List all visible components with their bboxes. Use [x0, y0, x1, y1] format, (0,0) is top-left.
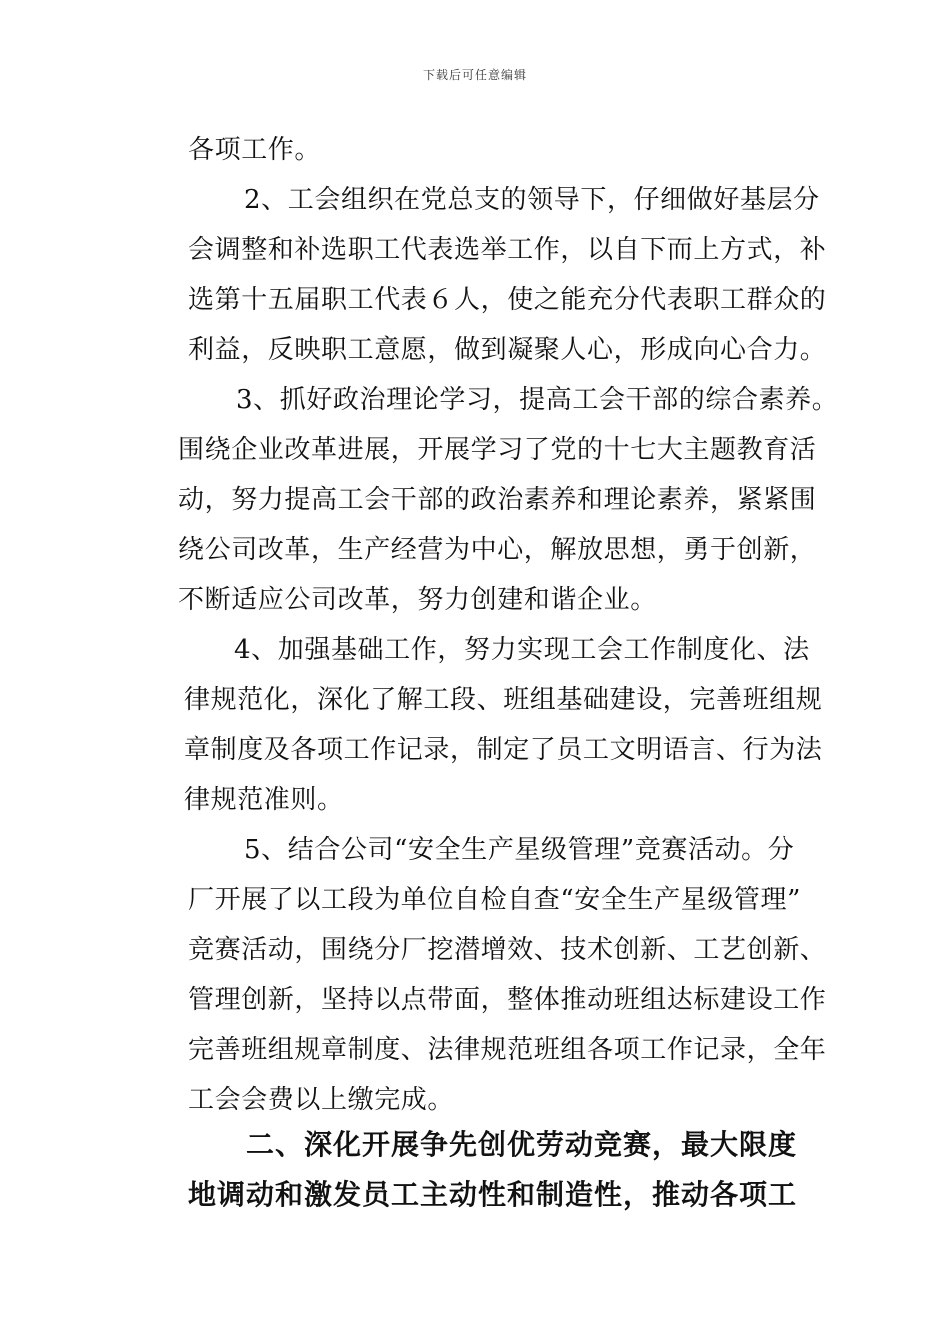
section-heading-line-2: 地调动和激发员工主动性和制造性，推动各项工 — [188, 1178, 798, 1211]
body-line-19: 完善班组规章制度、法律规范班组各项工作记录，全年 — [188, 1035, 827, 1065]
body-line-1: 各项工作。 — [188, 135, 322, 165]
body-line-10: 不断适应公司改革，努力创建和谐企业。 — [178, 585, 657, 615]
body-line-5: 利益，反映职工意愿，做到凝聚人心，形成向心合力。 — [188, 335, 827, 365]
body-line-20: 工会会费以上缴完成。 — [188, 1085, 455, 1115]
section-heading-line-1: 二、深化开展争先创优劳动竞赛，最大限度 — [246, 1128, 798, 1161]
body-line-15: 5、结合公司“安全生产星级管理”竞赛活动。分 — [244, 835, 795, 865]
body-line-8: 动，努力提高工会干部的政治素养和理论素养，紧紧围 — [178, 485, 817, 515]
body-line-16: 厂开展了以工段为单位自检自查“安全生产星级管理” — [188, 885, 801, 915]
body-line-13: 章制度及各项工作记录，制定了员工文明语言、行为法 — [184, 735, 823, 765]
body-line-9: 绕公司改革，生产经营为中心，解放思想，勇于创新， — [178, 535, 817, 565]
body-line-7: 围绕企业改革进展，开展学习了党的十七大主题教育活 — [178, 435, 817, 465]
body-line-11: 4、加强基础工作，努力实现工会工作制度化、法 — [234, 635, 810, 665]
page-header: 下载后可任意编辑 — [422, 68, 527, 82]
body-line-17: 竞赛活动，围绕分厂挖潜增效、技术创新、工艺创新、 — [188, 935, 827, 965]
body-line-2: 2、工会组织在党总支的领导下，仔细做好基层分 — [244, 185, 820, 215]
body-line-12: 律规范化，深化了解工段、班组基础建设，完善班组规 — [184, 685, 823, 715]
body-line-3: 会调整和补选职工代表选举工作，以自下而上方式，补 — [188, 235, 827, 265]
body-line-6: 3、抓好政治理论学习，提高工会干部的综合素养。 — [236, 385, 839, 415]
body-line-18: 管理创新，坚持以点带面，整体推动班组达标建设工作 — [188, 985, 827, 1015]
body-line-4: 选第十五届职工代表６人，使之能充分代表职工群众的 — [188, 285, 827, 315]
body-line-14: 律规范准则。 — [184, 785, 344, 815]
